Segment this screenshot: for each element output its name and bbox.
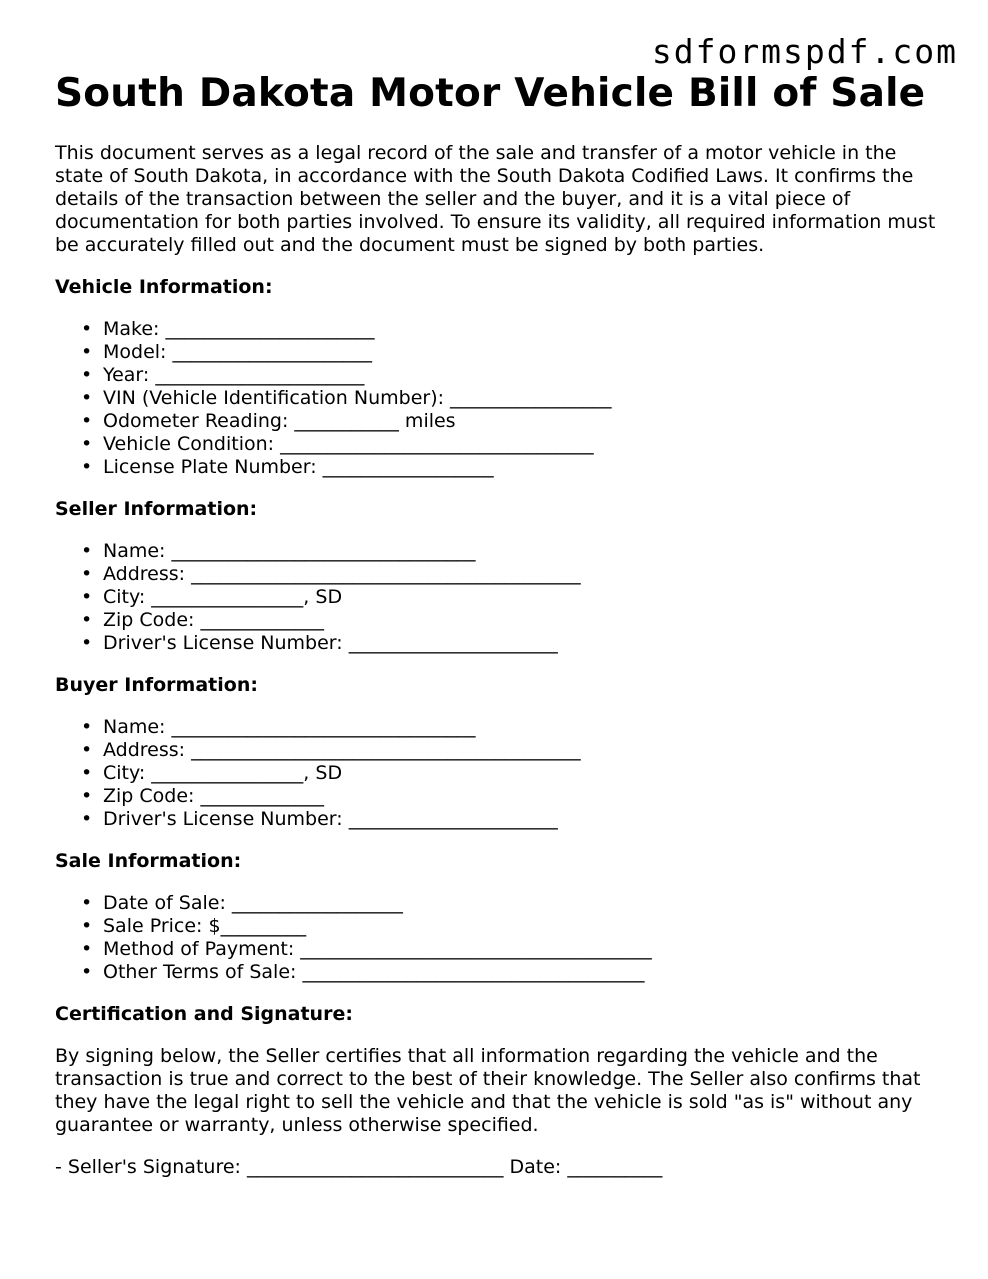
buyer-name-field[interactable]: • Name: ________________________________ [103, 716, 945, 739]
seller-section-heading: Seller Information: [55, 498, 258, 520]
vehicle-make-field[interactable]: • Make: ______________________ [103, 318, 945, 341]
seller-license-field[interactable]: • Driver's License Number: ______________________ [103, 632, 945, 655]
sale-field-list [55, 892, 945, 984]
certification-section-heading: Certification and Signature: [55, 1003, 353, 1025]
buyer-field-list [55, 716, 945, 831]
vehicle-odometer-field[interactable]: • Odometer Reading: ___________ miles [103, 410, 945, 433]
vehicle-section-heading: Vehicle Information: [55, 276, 273, 298]
sale-other-terms-field[interactable]: • Other Terms of Sale: ____________________________________ [103, 961, 945, 984]
sale-payment-method-field[interactable]: • Method of Payment: _____________________________________ [103, 938, 945, 961]
seller-field-list [55, 540, 945, 655]
buyer-zip-field[interactable]: • Zip Code: _____________ [103, 785, 945, 808]
vehicle-field-list [55, 318, 945, 479]
seller-city-field[interactable]: • City: ________________, SD [103, 586, 945, 609]
certification-paragraph: By signing below, the Seller certifies that all information regarding the vehicle and the transaction is true and correct to the best of their knowledge. The Seller also confirms that they have the legal right to sell the vehicle and that the vehicle is sold "as is" without any guarantee or warranty, unless otherwise specified. [55, 1045, 921, 1136]
seller-name-field[interactable]: • Name: ________________________________ [103, 540, 945, 563]
buyer-section-heading: Buyer Information: [55, 674, 258, 696]
sale-section-heading: Sale Information: [55, 850, 242, 872]
seller-address-field[interactable]: • Address: _________________________________________ [103, 563, 945, 586]
page-title: South Dakota Motor Vehicle Bill of Sale [55, 71, 926, 116]
vehicle-model-field[interactable]: • Model: _____________________ [103, 341, 945, 364]
intro-paragraph: This document serves as a legal record of the sale and transfer of a motor vehicle in the state of South Dakota, in accordance with the South Dakota Codified Laws. It confirms the details of the transaction between the seller and the buyer, and it is a vital piece of documentation for both parties involved. To ensure its validity, all required information must be accurately filled out and the document must be signed by both parties. [55, 142, 936, 256]
document-page [55, 70, 945, 1179]
vehicle-plate-field[interactable]: • License Plate Number: __________________ [103, 456, 945, 479]
seller-zip-field[interactable]: • Zip Code: _____________ [103, 609, 945, 632]
site-watermark: sdformspdf.com [651, 32, 958, 71]
buyer-license-field[interactable]: • Driver's License Number: ______________________ [103, 808, 945, 831]
buyer-address-field[interactable]: • Address: _________________________________________ [103, 739, 945, 762]
buyer-city-field[interactable]: • City: ________________, SD [103, 762, 945, 785]
vehicle-year-field[interactable]: • Year: ______________________ [103, 364, 945, 387]
seller-signature-line[interactable]: - Seller's Signature: ___________________________ Date: __________ [55, 1156, 663, 1178]
vehicle-condition-field[interactable]: • Vehicle Condition: _________________________________ [103, 433, 945, 456]
vehicle-vin-field[interactable]: • VIN (Vehicle Identification Number): _________________ [103, 387, 945, 410]
sale-price-field[interactable]: • Sale Price: $_________ [103, 915, 945, 938]
sale-date-field[interactable]: • Date of Sale: __________________ [103, 892, 945, 915]
